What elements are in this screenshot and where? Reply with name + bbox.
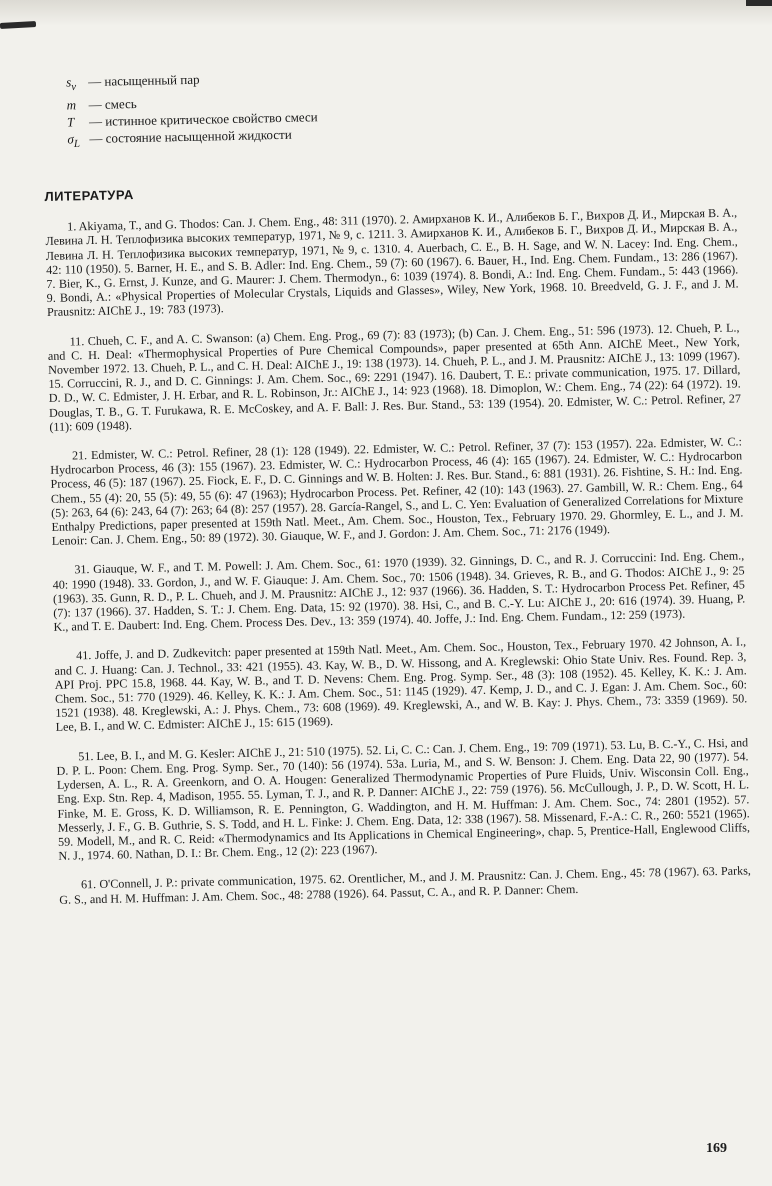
reference-paragraph: 31. Giauque, W. F., and T. M. Powell: J. Am. Chem. Soc., 61: 1970 (1939). 32. Ginnings, D. C., and R. J. Corruccini: Ind. Eng. Chem., 40: 1990 (1948). 33. Gordon, J., and W. F. Giauque: J. Am. Chem. Soc., 70: 1506 (1948). 34. Grieves, R. B., and G. Thodos: AIChE J., 9: 25 (1963). 35. Gunn, R. D., P. L. Chueh, and J. M. Prausnitz: AIChE J., 12: 937 (1966). 36. Hadden, S. T.: Hydrocarbon Process Pet. Refiner, 45 (7): 137 (1966). 37. Hadden, S. T.: J. Chem. Eng. Data, 15: 92 (1970). 38. Hsi, C., and B. C.-Y. Lu: AIChE J., 20: 616 (1974). 39. Huang, P. K., and T. E. Daubert: Ind. Eng. Chem. Process Des. Dev., 13: 359 (1974). 40. Joffe, J.: Ind. Eng. Chem. Fundam., 12: 259 (1973). <box>52 548 746 635</box>
scan-corner-mark <box>746 0 772 6</box>
page-content <box>42 60 752 922</box>
symbol-glyph: $s_v$ <box>66 74 77 93</box>
scan-shadow <box>0 0 772 26</box>
page-number: 169 <box>706 1141 727 1156</box>
reference-paragraph: 21. Edmister, W. C.: Petrol. Refiner, 28 (1): 128 (1949). 22. Edmister, W. C.: Petrol. Refiner, 37 (7): 153 (1957). 22a. Edmister, W. C.: Hydrocarbon Process, 46 (3): 155 (1967). 23. Edmister, W. C.: Hydrocarbon Process, 46 (4): 165 (1967). 24. Edmister, W. C.: Hydrocarbon Process, 46 (5): 187 (1967). 25. Fiock, E. F., D. C. Ginnings and W. B. Holten: J. Res. Bur. Stand., 6: 881 (1931). 26. Fishtine, S. H.: Ind. Eng. Chem., 55 (4): 20, 55 (5): 49, 55 (6): 47 (1963); Hydrocarbon Process. Pet. Refiner, 42 (10): 143 (1963). 27. Gambill, W. R.: Chem. Eng., 64 (5): 263, 64 (6): 243, 64 (7): 263; 64 (8): 257 (1957). 28. García-Rangel, S., and L. C. Yen: Evaluation of Generalized Correlations for Mixture Enthalpy Predictions, paper presented at 159th Natl. Meet., Am. Chem. Soc., Houston, Tex., February 1970. 29. Ghormley, E. L., and J. M. Lenoir: Can. J. Chem. Eng., 50: 89 (1972). 30. Giauque, W. F., and J. Gordon: J. Am. Chem. Soc., 71: 2176 (1949). <box>50 434 744 549</box>
symbol-description: — истинное критическое свойство смеси <box>88 108 318 129</box>
symbol-glyph: m <box>66 96 77 113</box>
symbol-glyph: $\sigma_L$ <box>67 130 81 150</box>
reference-paragraph: 41. Joffe, J. and D. Zudkevitch: paper presented at 159th Natl. Meet., Am. Chem. Soc., Houston, Tex., February 1970. 42 Johnson, A. I., and C. J. Huang: Can. J. Technol., 33: 421 (1955). 43. Kay, W. B., D. W. Hissong, and A. Kreglewski: Ohio State Univ. Res. Found. Rep. 3, API Proj. PPC 15.8, 1968. 44. Kay, W. B., and T. D. Nevens: Chem. Eng. Prog. Symp. Ser., 48 (3): 108 (1952). 45. Kelley, K. K.: J. Am. Chem. Soc., 51: 770 (1929). 46. Kelley, K. K.: J. Am. Chem. Soc., 51: 1145 (1929). 47. Kemp, J. D., and C. J. Egan: J. Am. Chem. Soc., 60: 1521 (1938). 48. Kreglewski, A.: J. Phys. Chem., 73: 608 (1969). 49. Kreglewski, A., and W. B. Kay: J. Phys. Chem., 73: 3359 (1969). 50. Lee, B. I., and W. C. Edmister: AIChE J., 15: 615 (1969). <box>54 634 748 735</box>
symbol-description: — смесь <box>88 95 137 112</box>
reference-paragraph: 11. Chueh, C. F., and A. C. Swanson: (a) Chem. Eng. Prog., 69 (7): 83 (1973); (b) Can. J. Chem. Eng., 51: 596 (1973). 12. Chueh, P. L., and C. H. Deal: «Thermophysical Properties of Pure Chemical Compounds», paper presented at 65th Ann. AIChE Meet., New York, November 1972. 13. Chueh, P. L., and C. H. Deal: AIChE J., 19: 138 (1973). 14. Chueh, P. L., and J. M. Prausnitz: AIChE J., 13: 1099 (1967). 15. Corruccini, R. J., and D. C. Ginnings: J. Am. Chem. Soc., 69: 2291 (1947). 16. Daubert, T. E.: private communication, 1975. 17. Dillard, D. D., W. C. Edmister, J. H. Erbar, and R. L. Robinson, Jr.: AIChE J., 14: 923 (1968). 18. Dimoplon, W.: Chem. Eng., 74 (22): 64 (1972). 19. Douglas, T. B., G. T. Furukawa, R. E. McCoskey, and A. F. Ball: J. Res. Bur. Stand., 53: 139 (1954). 20. Edmister, W. C.: Petrol. Refiner, 27 (11): 609 (1948). <box>47 320 742 434</box>
reference-paragraph: 61. O'Connell, J. P.: private communication, 1975. 62. Orentlicher, M., and J. M. Prausnitz: Can. J. Chem. Eng., 45: 78 (1967). 63. Parks, G. S., and H. M. Huffman: J. Am. Chem. Soc., 48: 2788 (1926). 64. Passut, C. A., and R. P. Danner: Chem. <box>59 863 751 907</box>
reference-paragraph: 51. Lee, B. I., and M. G. Kesler: AIChE J., 21: 510 (1975). 52. Li, C. C.: Can. J. Chem. Eng., 19: 709 (1971). 53. Lu, B. C.-Y., C. Hsi, and D. P. L. Poon: Chem. Eng. Prog. Symp. Ser., 70 (140): 56 (1974). 53a. Luria, M., and S. W. Benson: J. Chem. Eng. Data 22, 90 (1977). 54. Lydersen, A. L., R. A. Greenkorn, and O. A. Hougen: Generalized Thermodynamic Properties of Pure Fluids, Univ. Wisconsin Coll. Eng., Eng. Exp. Stn. Rep. 4, Madison, 1955. 55. Lyman, T. J., and R. P. Danner: AIChE J., 22: 759 (1976). 56. McCullough, J. P., D. W. Scott, H. L. Finke, M. E. Gross, K. D. Williamson, R. E. Pennington, G. Waddington, and H. M. Huffman: J. Am. Chem. Soc., 74: 2801 (1952). 57. Messerly, J. F., G. B. Guthrie, S. S. Todd, and H. L. Finke: J. Chem. Eng. Data, 12: 338 (1967). 58. Missenard, F.-A.: C. R., 260: 5521 (1965). 59. Modell, M., and R. C. Reid: «Thermodynamics and Its Applications in Chemical Engineering», chap. 5, Prentice-Hall, Englewood Cliffs, N. J., 1974. 60. Nathan, D. I.: Br. Chem. Eng., 12 (2): 223 (1967). <box>56 735 751 863</box>
symbol-description: — состояние насыщенной жидкости <box>89 126 292 146</box>
scan-mark <box>0 21 36 29</box>
reference-paragraph: 1. Akiyama, T., and G. Thodos: Can. J. Chem. Eng., 48: 311 (1970). 2. Амирханов К. И., Алибеков Б. Г., Вихров Д. И., Мирская В. А., Левина Л. Н. Теплофизика высоких температур, 1971, № 9, с. 1211. 3. Амирханов К. И., Алибеков Б. Г., Вихров Д. И., Мирская В. А., Левина Л. Н. Теплофизика высоких температур, 1971, № 9, с. 1310. 4. Auerbach, C. E., B. H. Sage, and W. N. Lacey: Ind. Eng. Chem., 42: 110 (1950). 5. Barner, H. E., and S. B. Adler: Ind. Eng. Chem., 59 (7): 60 (1967). 6. Bauer, H., Ind. Eng. Chem. Fundam., 13: 286 (1967). 7. Bier, K., G. Ernst, J. Kunze, and G. Maurer: J. Chem. Thermodyn., 6: 1039 (1974). 8. Bondi, A.: Ind. Eng. Chem. Fundam., 5: 443 (1966). 9. Bondi, A.: «Physical Properties of Molecular Crystals, Liquids and Glasses», Wiley, New York, 1968. 10. Breedveld, G. J. F., and J. M. Prausnitz: AIChE J., 19: 783 (1973). <box>45 205 739 320</box>
symbol-description: — насыщенный пар <box>88 71 200 90</box>
symbol-list <box>66 60 736 153</box>
symbol-glyph: T <box>66 113 75 130</box>
references-heading: ЛИТЕРАТУРА <box>44 187 135 205</box>
